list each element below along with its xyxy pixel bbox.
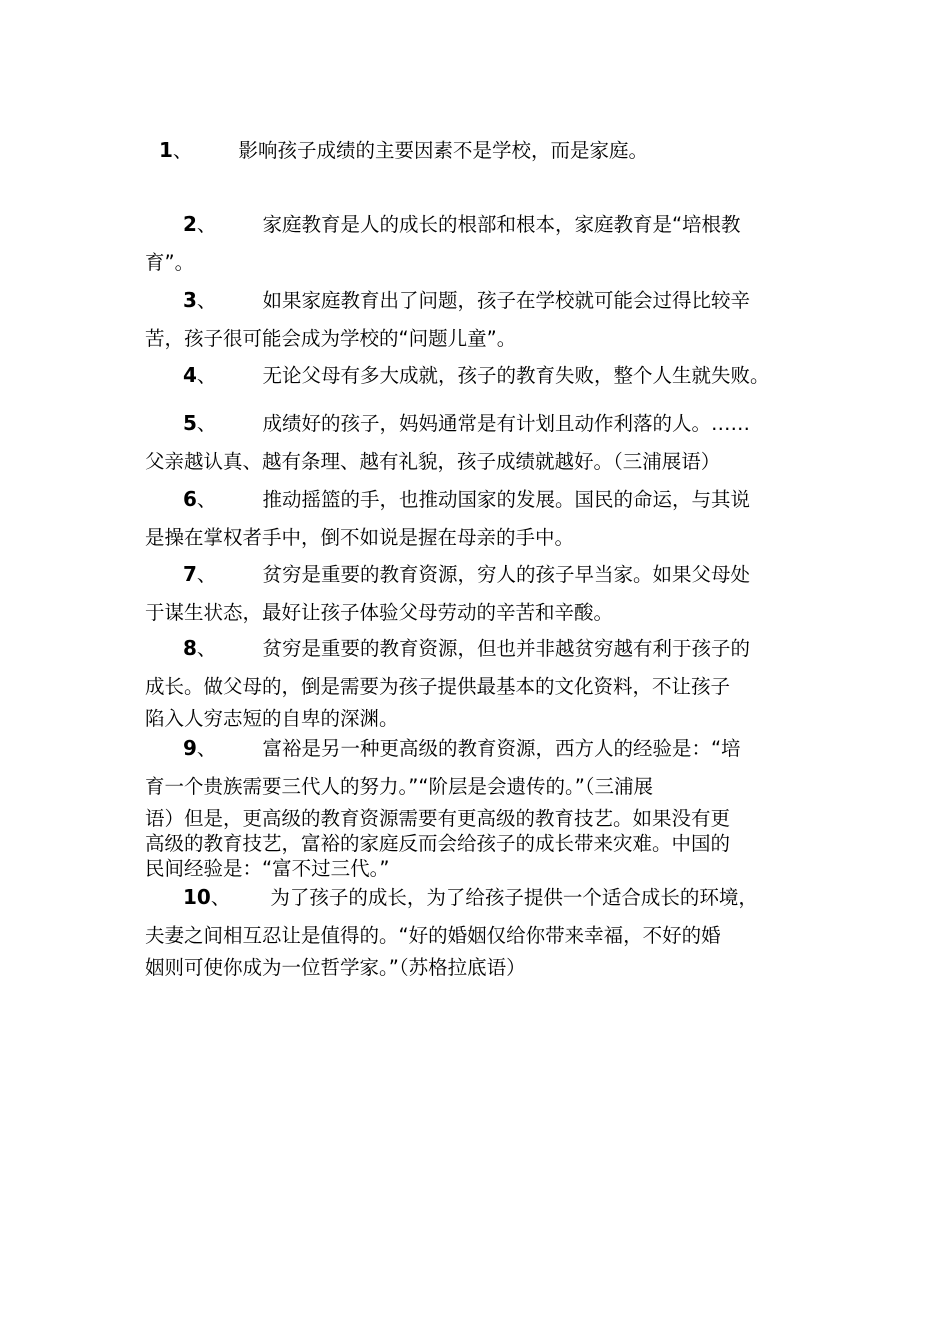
list-item-2 xyxy=(145,205,805,282)
item-text-continued: 父亲越认真、越有条理、越有礼貌，孩子成绩就越好。（三浦展语） xyxy=(145,450,721,473)
item-text-continued: 是操在掌权者手中，倒不如说是握在母亲的手中。 xyxy=(145,526,575,549)
item-number: 2 xyxy=(183,212,197,236)
item-separator: 、 xyxy=(196,213,217,236)
item-separator: 、 xyxy=(196,563,217,586)
item-number: 5 xyxy=(183,411,197,435)
list-item-10 xyxy=(145,878,805,980)
item-text-continued: 高级的教育技艺，富裕的家庭反而会给孩子的成长带来灾难。中国的 xyxy=(145,832,731,855)
item-text-continued: 语）但是，更高级的教育资源需要有更高级的教育技艺。如果没有更 xyxy=(145,807,731,830)
item-text: 家庭教育是人的成长的根部和根本，家庭教育是“培根教 xyxy=(262,213,741,236)
item-text: 富裕是另一种更高级的教育资源，西方人的经验是：“培 xyxy=(262,737,741,760)
item-separator: 、 xyxy=(196,364,217,387)
item-text-continued: 姻则可使你成为一位哲学家。”（苏格拉底语） xyxy=(145,956,526,979)
list-item-9 xyxy=(145,729,805,881)
item-number: 1 xyxy=(159,138,173,162)
item-text-continued: 于谋生状态，最好让孩子体验父母劳动的辛苦和辛酸。 xyxy=(145,601,614,624)
list-item-1 xyxy=(145,131,805,170)
item-number: 10 xyxy=(183,885,211,909)
item-text: 为了孩子的成长，为了给孩子提供一个适合成长的环境， xyxy=(270,886,758,909)
item-number: 6 xyxy=(183,487,197,511)
item-number: 3 xyxy=(183,288,197,312)
item-text: 影响孩子成绩的主要因素不是学校，而是家庭。 xyxy=(238,139,648,162)
item-separator: 、 xyxy=(196,737,217,760)
item-text-continued: 苦，孩子很可能会成为学校的“问题儿童”。 xyxy=(145,327,517,350)
item-number: 8 xyxy=(183,636,197,660)
item-text-continued: 夫妻之间相互忍让是值得的。“好的婚姻仅给你带来幸福，不好的婚 xyxy=(145,924,721,947)
item-separator: 、 xyxy=(172,139,193,162)
item-text-continued: 成长。做父母的，倒是需要为孩子提供最基本的文化资料，不让孩子 xyxy=(145,675,731,698)
list-item-7 xyxy=(145,555,805,632)
item-text-continued: 陷入人穷志短的自卑的深渊。 xyxy=(145,707,399,730)
item-text: 无论父母有多大成就，孩子的教育失败，整个人生就失败。 xyxy=(262,364,770,387)
item-separator: 、 xyxy=(196,412,217,435)
item-separator: 、 xyxy=(196,637,217,660)
list-item-5 xyxy=(145,404,805,481)
list-item-4 xyxy=(145,356,805,395)
item-separator: 、 xyxy=(196,488,217,511)
item-number: 9 xyxy=(183,736,197,760)
item-text: 如果家庭教育出了问题，孩子在学校就可能会过得比较辛 xyxy=(262,289,750,312)
item-text: 成绩好的孩子，妈妈通常是有计划且动作利落的人。…… xyxy=(262,412,750,435)
item-text: 推动摇篮的手，也推动国家的发展。国民的命运，与其说 xyxy=(262,488,750,511)
item-text-continued: 育”。 xyxy=(145,251,195,274)
item-text-continued: 民间经验是：“富不过三代。” xyxy=(145,857,390,880)
list-item-3 xyxy=(145,281,805,358)
item-text-continued: 育一个贵族需要三代人的努力。”“阶层是会遗传的。”（三浦展 xyxy=(145,775,654,798)
list-item-8 xyxy=(145,629,805,731)
item-number: 4 xyxy=(183,363,197,387)
item-text: 贫穷是重要的教育资源，穷人的孩子早当家。如果父母处 xyxy=(262,563,750,586)
item-text: 贫穷是重要的教育资源，但也并非越贫穷越有利于孩子的 xyxy=(262,637,750,660)
item-separator: 、 xyxy=(210,886,231,909)
list-item-6 xyxy=(145,480,805,557)
item-number: 7 xyxy=(183,562,197,586)
item-separator: 、 xyxy=(196,289,217,312)
